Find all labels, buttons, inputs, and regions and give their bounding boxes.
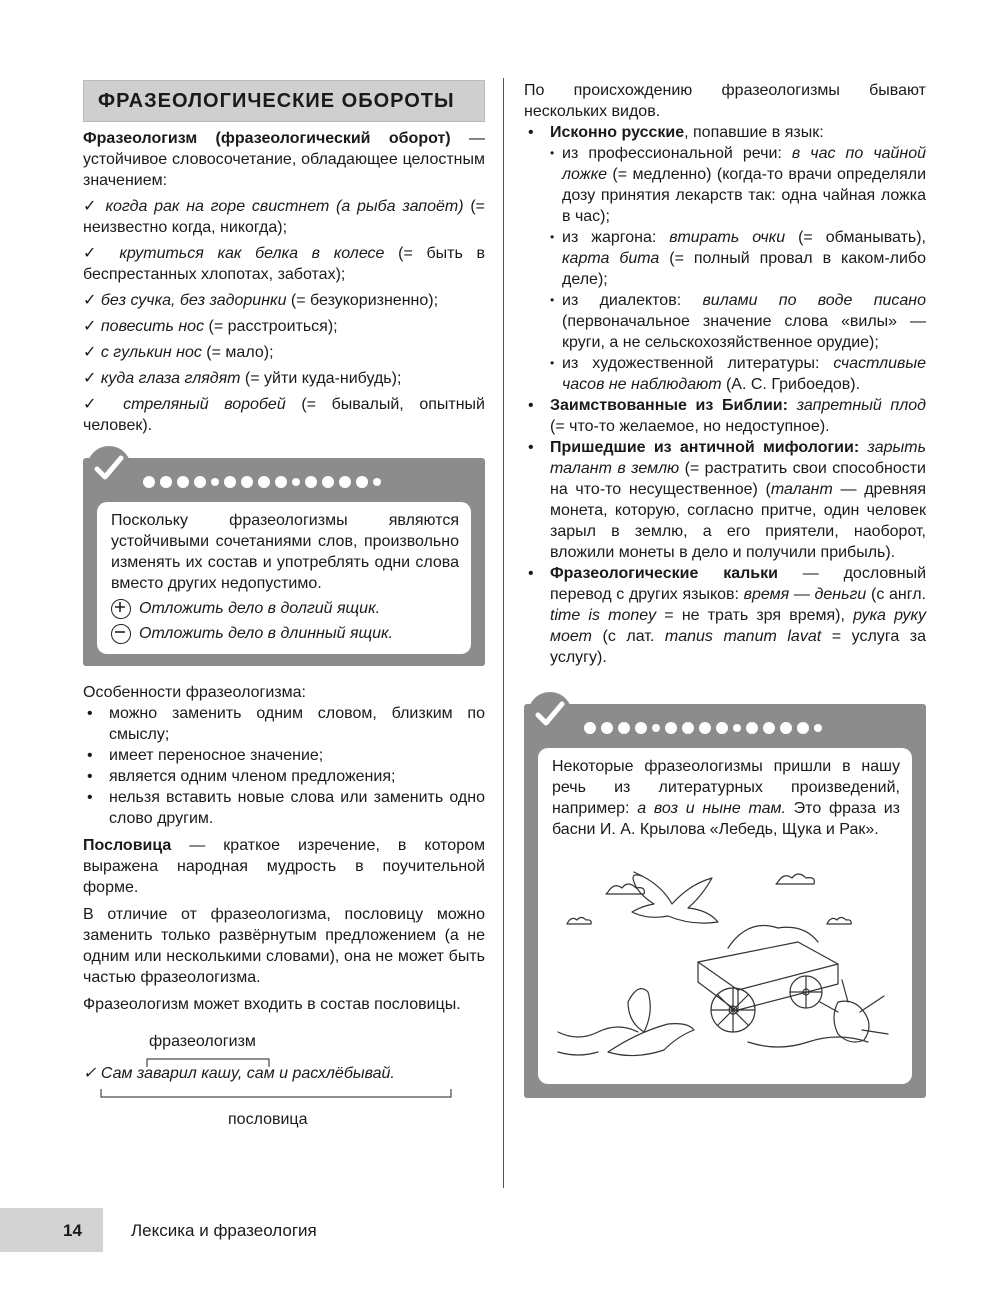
note-box-content: [97, 502, 471, 654]
minus-circle-icon: [111, 624, 131, 644]
idiom: время — деньги: [743, 586, 867, 603]
text: из жаргона:: [562, 229, 670, 246]
correct-example: [111, 598, 459, 619]
origin-term: Исконно русские: [550, 124, 685, 141]
dots-decoration: [143, 476, 381, 488]
plus-circle-icon: [111, 599, 131, 619]
text: Это фраза из басни И. А. Крылова «Лебедь, Щука и Рак».: [552, 800, 901, 838]
note-text: Поскольку фразеологизмы являются устойчивыми сочетаниями слов, произвольно изменять их состав и употреблять одни слова вместо других недопустимо.: [111, 512, 459, 592]
features-title: Особенности фразеологизма:: [83, 684, 306, 701]
correct-example-text: Отложить дело в долгий ящик.: [139, 600, 381, 617]
text: (с англ.: [866, 586, 927, 603]
note-box: [524, 704, 926, 1098]
text: Некоторые фразеологизмы пришли в нашу речь из литературных произведений, например:: [552, 758, 900, 817]
note-box-content: [538, 748, 912, 1084]
text: из диалектов:: [562, 292, 703, 309]
example-item: ✓ когда рак на горе свистнет (а рыба запоёт) (= неизвестно когда, никогда);: [83, 198, 485, 236]
idiom: карта бита: [562, 250, 660, 267]
checkmark-icon: [87, 446, 131, 490]
note-box: [83, 458, 485, 666]
example-idiom: когда рак на горе свистнет (а рыба запоёт): [105, 198, 464, 215]
section-heading: ФРАЗЕОЛОГИЧЕСКИЕ ОБОРОТЫ: [83, 80, 485, 122]
list-item: • является одним членом предложения;: [83, 766, 485, 787]
idiom: талант: [770, 481, 833, 498]
list-item: [524, 437, 926, 563]
list-item: • имеет переносное значение;: [83, 745, 485, 766]
example-idiom: крутиться как белка в колесе: [119, 245, 385, 262]
examples-list: [83, 196, 485, 436]
example-meaning: (= безукоризненно);: [286, 292, 439, 309]
proverb-diagram: [83, 1023, 485, 1128]
definition-term: Фразеологизм (фразеологический оборот): [83, 130, 451, 147]
example-meaning: (= уйти куда-нибудь);: [240, 370, 402, 387]
dots-decoration: [584, 722, 822, 734]
origins-intro: По происхождению фразеологизмы бывают нескольких видов.: [524, 82, 926, 120]
origin-term: Пришедшие из античной мифологии:: [550, 439, 860, 456]
idiom: time is money: [550, 607, 657, 624]
note-text: [552, 756, 900, 840]
example-meaning: (= бывалый, опытный человек).: [83, 396, 485, 434]
idiom: в час по чайной ложке: [562, 145, 927, 183]
example-item: ✓ стреляный воробей (= бывалый, опытный человек).: [83, 396, 485, 434]
idiom: втирать очки: [669, 229, 786, 246]
idiom: зарыть талант в землю: [550, 439, 927, 477]
example-meaning: (= неизвестно когда, никогда);: [83, 198, 485, 236]
sub-list-item: [550, 290, 926, 353]
example-meaning: (= расстроиться);: [204, 318, 338, 335]
paragraph: Фразеологизм может входить в состав пословицы.: [83, 996, 461, 1013]
proverb-term: Пословица: [83, 837, 172, 854]
diagram-sentence: ✓ Сам заварил кашу, сам и расхлёбывай.: [83, 1065, 395, 1082]
sub-list: [550, 143, 926, 395]
paragraph: В отличие от фразеологизма, пословицу можно заменить только развёрнутым предложением (а не одним или несколькими словами), она не может быть частью фразеологизма.: [83, 906, 485, 986]
text: — дословный перевод с других языков:: [550, 565, 927, 603]
text: (= растратить свои способности на что-то несущественное) (: [550, 460, 926, 498]
text: (= медленно) (когда-то врачи определяли дозу принятия лекарств так: одна чайная ложка в час);: [562, 166, 926, 225]
proverb-definition: [83, 835, 485, 898]
example-idiom: без сучка, без задоринки: [100, 292, 287, 309]
idiom: запретный плод: [787, 397, 926, 414]
origin-text: , попавшие в язык:: [684, 124, 824, 141]
fable-illustration: [548, 852, 894, 1062]
idiom: а воз и ныне там.: [637, 800, 786, 817]
example-item: ✓ без сучка, без задоринки (= безукоризненно);: [83, 292, 439, 309]
text: (= что-то желаемое, но недоступное).: [550, 418, 830, 435]
idiom: manus manum lavat: [664, 628, 822, 645]
sub-list-item: [550, 143, 926, 227]
sub-list-item: [550, 227, 926, 290]
example-idiom: куда глаза глядят: [100, 370, 241, 387]
origin-term: Заимствованные из Библии:: [550, 397, 788, 414]
features-list: [83, 703, 485, 829]
example-item: ✓ с гулькин нос (= мало);: [83, 344, 274, 361]
text: (с лат.: [591, 628, 665, 645]
text: из художественной литературы:: [562, 355, 834, 372]
example-item: ✓ куда глаза глядят (= уйти куда-нибудь);: [83, 370, 402, 387]
text: (= полный провал в каком-либо деле);: [562, 250, 926, 288]
definition-text: — устойчивое словосочетание, обладающее целостным значением:: [83, 130, 485, 189]
idiom: счастливые часов не наблюдают: [562, 355, 926, 393]
text: = услуга за услугу).: [550, 628, 927, 666]
list-item: • можно заменить одним словом, близким по смыслу;: [83, 703, 485, 745]
text: (первоначальное значение слова «вилы» — круги, а не сельскохозяйственное орудие);: [562, 313, 926, 351]
idiom: рука руку моет: [550, 607, 926, 645]
incorrect-example-text: Отложить дело в длинный ящик.: [139, 625, 394, 642]
list-item: • нельзя вставить новые слова или заменить одно слово другим.: [83, 787, 485, 829]
page-number: 14: [63, 1221, 82, 1240]
text: — древняя монета, которую, согласно притче, один человек зарыл в землю, а его приятели, наоборот, вложили монеты в дело и получили прибыль).: [550, 481, 927, 561]
left-column: [83, 80, 485, 1128]
list-item: [524, 563, 926, 668]
list-item: [524, 395, 926, 437]
example-item: ✓ повесить нос (= расстроиться);: [83, 318, 338, 335]
proverb-text: — краткое изречение, в котором выражена народная мудрость в поучительной форме.: [83, 837, 485, 896]
incorrect-example: [111, 623, 459, 644]
example-idiom: стреляный воробей: [123, 396, 286, 413]
footer-band: [0, 1208, 103, 1252]
column-divider: [503, 78, 504, 1188]
origin-term: Фразеологические кальки: [550, 565, 778, 582]
idiom: вилами по воде писано: [702, 292, 926, 309]
text: (А. С. Грибоедов).: [721, 376, 861, 393]
diagram-label-phraseologism: фразеологизм: [149, 1033, 256, 1050]
example-idiom: с гулькин нос: [100, 344, 202, 361]
example-idiom: повесить нос: [100, 318, 205, 335]
list-item: [524, 122, 926, 395]
right-column: [524, 80, 926, 1098]
diagram-label-proverb: пословица: [228, 1111, 308, 1128]
example-item: ✓ крутиться как белка в колесе (= быть в беспрестанных хлопотах, заботах);: [83, 245, 485, 283]
checkmark-icon: [528, 692, 572, 736]
sub-list-item: [550, 353, 926, 395]
diagram-part: заварил кашу,: [136, 1065, 243, 1082]
definition-paragraph: [83, 128, 485, 191]
diagram-part: Сам: [100, 1065, 137, 1082]
example-meaning: (= быть в беспрестанных хлопотах, заботах);: [83, 245, 485, 283]
text: = не трать зря время),: [656, 607, 854, 624]
text: (= обманывать),: [785, 229, 926, 246]
diagram-part: сам и расхлёбывай.: [242, 1065, 395, 1082]
text: из профессиональной речи:: [562, 145, 792, 162]
running-footer: Лексика и фразеология: [131, 1221, 317, 1240]
origins-list: [524, 122, 926, 668]
example-meaning: (= мало);: [201, 344, 274, 361]
